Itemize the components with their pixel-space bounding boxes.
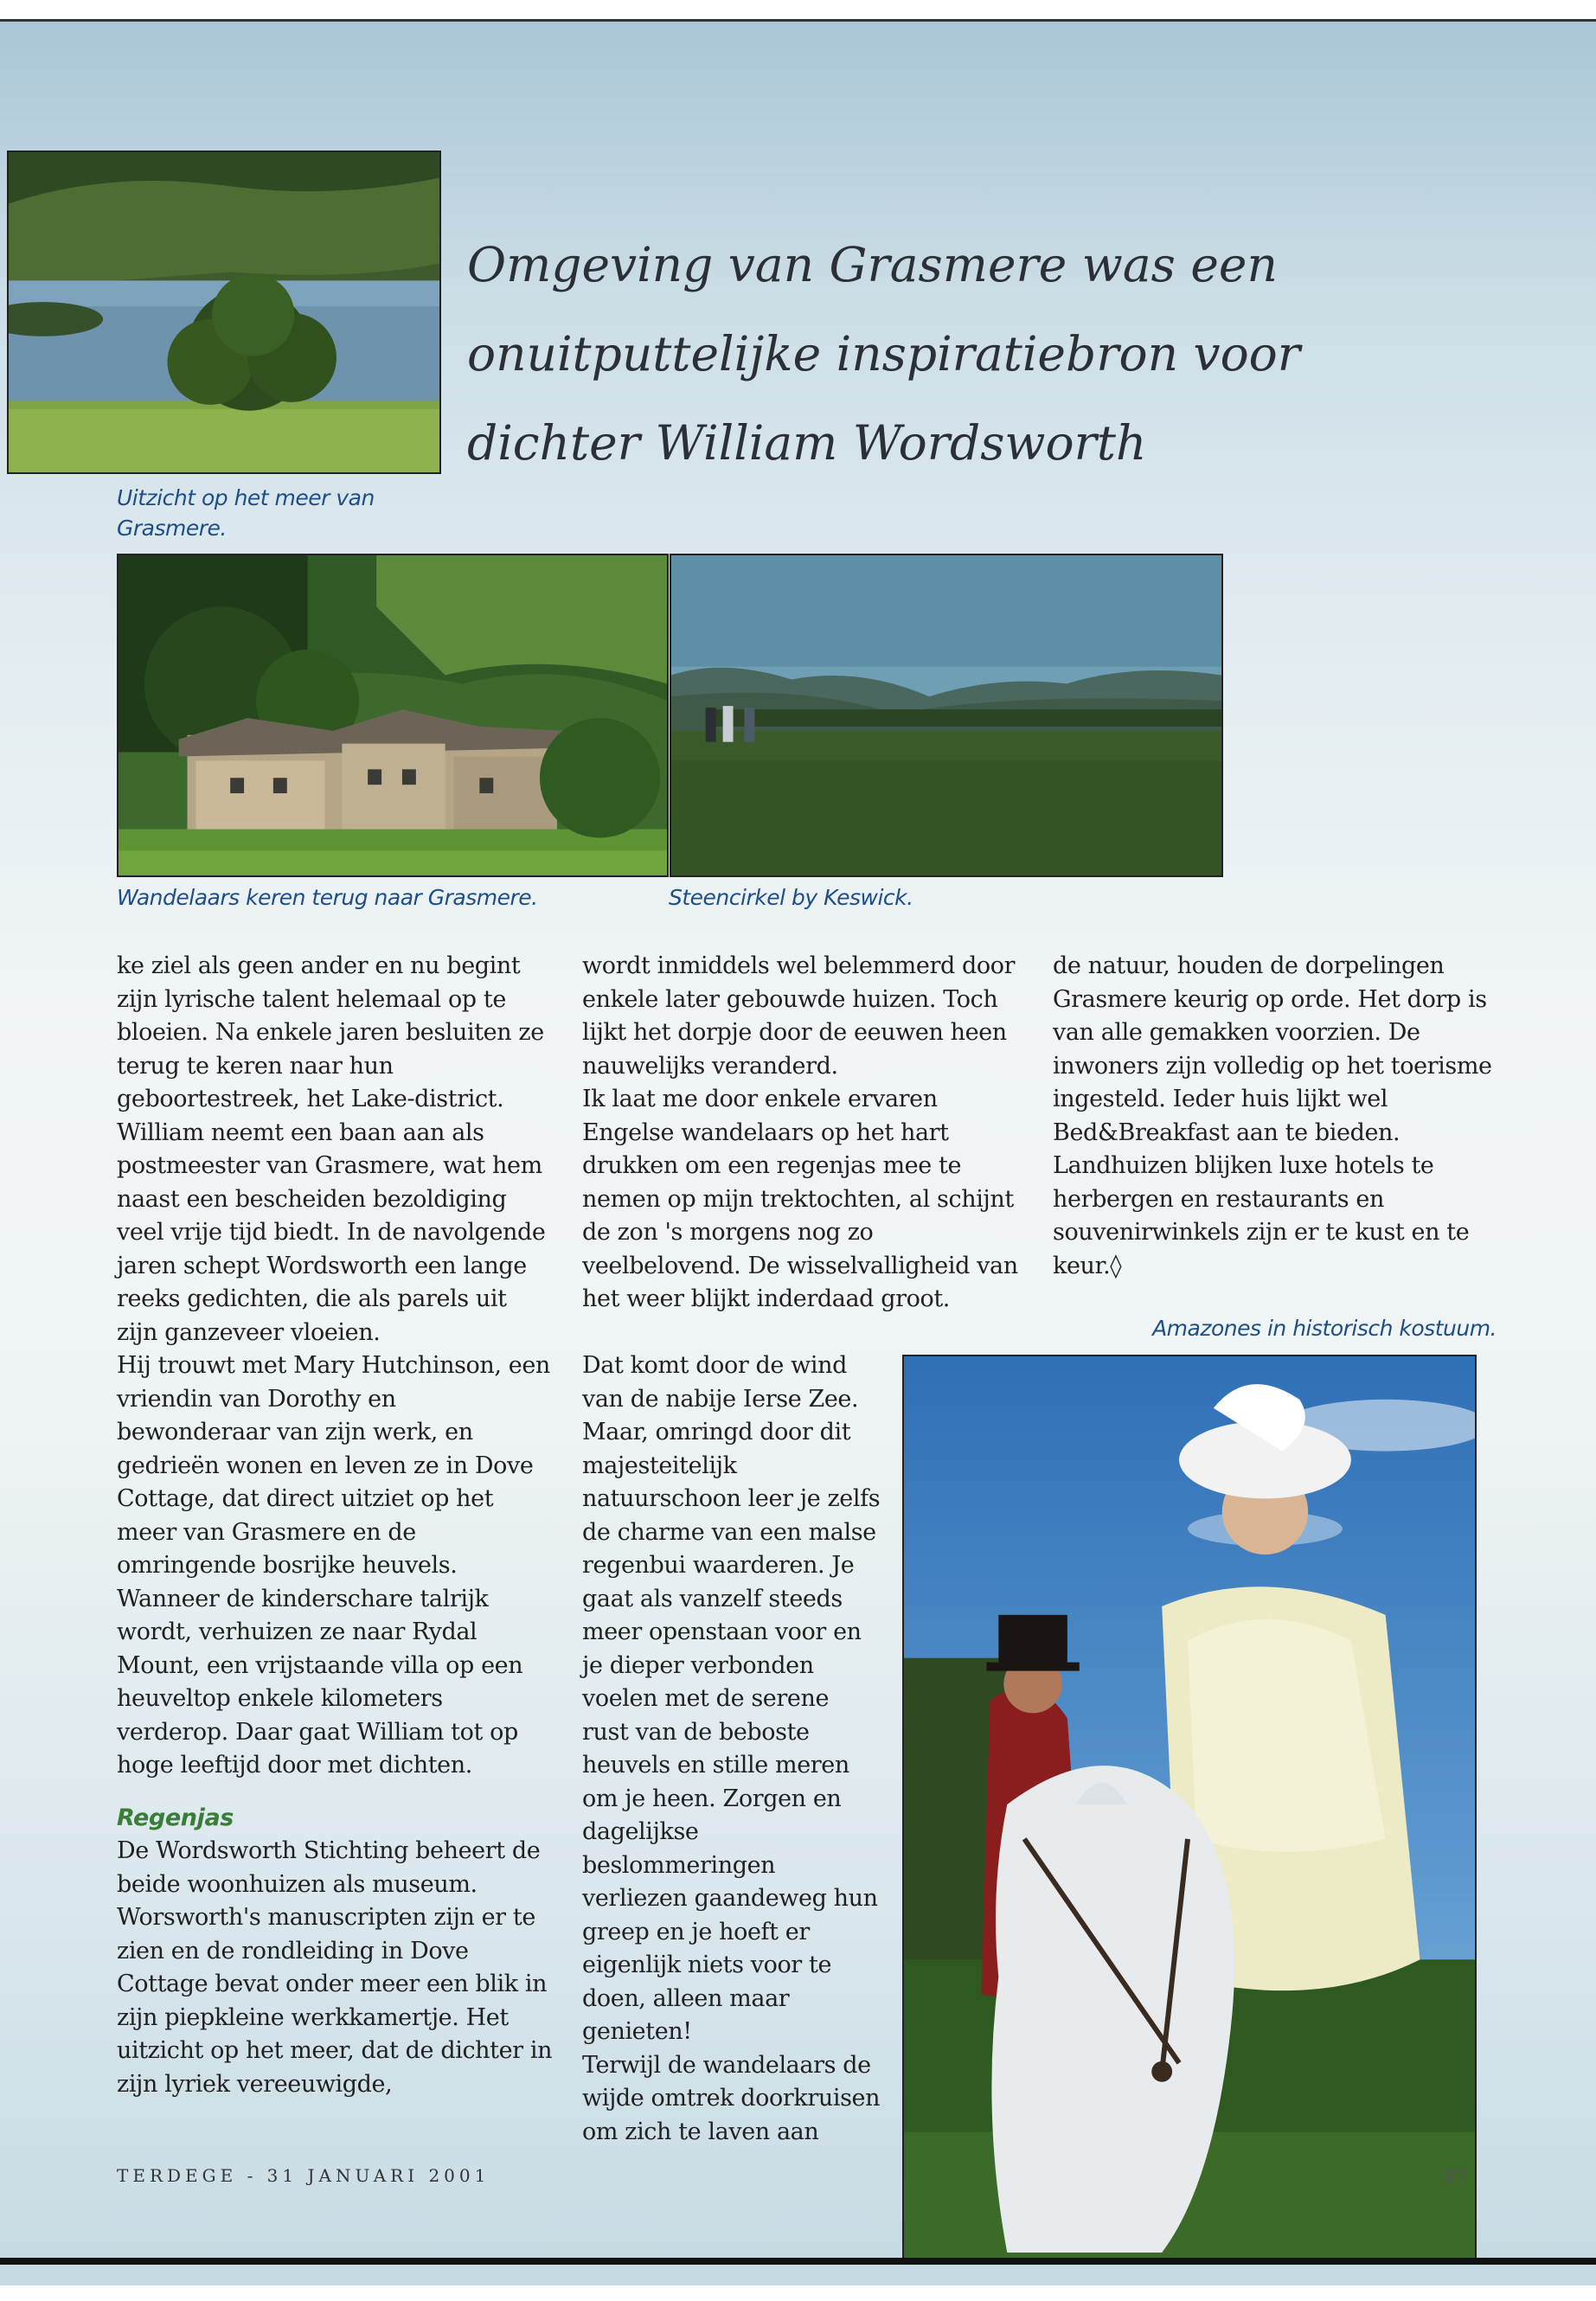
bottom-rule	[0, 2258, 1596, 2265]
paragraph: Dat komt door de wind van de nabije Ierse Zee. Maar, omringd door dit majesteitelijk natuurschoon leer je zelfs de charme van een malse regenbui waarderen. Je gaat als vanzelf steeds meer openstaan voor en je dieper verbonden voelen met de serene rust van de beboste heuvels en stille meren om je heen. Zorgen en dagelijkse beslommeringen verliezen gaandeweg hun greep en je hoeft er eigenlijk niets voor te doen, alleen maar genieten!	[582, 1352, 881, 2045]
page-number: 97	[1443, 2167, 1467, 2189]
text-column-2-top	[582, 950, 1023, 1317]
top-rule	[0, 19, 1596, 22]
photo-stone-circle	[670, 554, 1223, 877]
photo-houses	[117, 554, 669, 877]
caption-riders: Amazones in historisch kostuum.	[1152, 1316, 1497, 1341]
caption-lake: Uitzicht op het meer van Grasmere.	[117, 485, 375, 541]
paragraph: Hij trouwt met Mary Hutchinson, een vriendin van Dorothy en bewonderaar van zijn werk, en gedrieën wonen en leven ze in Dove Cottage, dat direct uitziet op het meer van Grasmere en de omringende bosrijke heuvels. Wanneer de kinderschare talrijk wordt, verhuizen ze naar Rydal Mount, een vrijstaande villa op een heuveltop enkele kilometers verderop. Daar gaat William tot op hoge leeftijd door met dichten.	[117, 1352, 550, 1779]
text-column-3	[1053, 950, 1494, 1283]
caption-houses: Wandelaars keren terug naar Grasmere.	[117, 885, 538, 910]
subheading-regenjas: Regenjas	[117, 1804, 234, 1831]
footer-publication: TERDEGE - 31 JANUARI 2001	[117, 2165, 490, 2186]
paragraph: Terwijl de wandelaars de wijde omtrek doorkruisen om zich te laven aan	[582, 2051, 881, 2145]
caption-stone-circle: Steencirkel by Keswick.	[669, 885, 913, 910]
text-column-1	[117, 950, 554, 2101]
paragraph: ke ziel als geen ander en nu begint zijn lyrische talent helemaal op te bloeien. Na enkele jaren besluiten ze terug te keren naar hun geboortestreek, het Lake-district. William neemt een baan aan als postmeester van Grasmere, wat hem naast een bescheiden bezoldiging veel vrije tijd biedt. In de navolgende jaren schept Wordsworth een lange reeks gedichten, die als parels uit zijn ganzeveer vloeien.	[117, 952, 546, 1346]
photo-riders	[902, 1355, 1477, 2259]
paragraph: wordt inmiddels wel belemmerd door enkele later gebouwde huizen. Toch lijkt het dorpje door de eeuwen heen nauwelijks veranderd.	[582, 952, 1016, 1080]
paragraph: De Wordsworth Stichting beheert de beide woonhuizen als museum. Worsworth's manuscripten zijn er te zien en de rondleiding in Dove Cottage bevat onder meer een blik in zijn piepkleine werkkamertje. Het uitzicht op het meer, dat de dichter in zijn lyriek vereeuwigde,	[117, 1837, 553, 2098]
photo-lake	[7, 151, 441, 474]
text-column-2-bottom	[582, 1349, 881, 2149]
paragraph: de natuur, houden de dorpelingen Grasmere keurig op orde. Het dorp is van alle gemakken voorzien. De inwoners zijn volledig op het toerisme ingesteld. Ieder huis lijkt wel Bed&Breakfast aan te bieden. Landhuizen blijken luxe hotels te herbergen en restaurants en souvenirwinkels zijn er te kust en te keur.◊	[1053, 952, 1492, 1279]
article-headline: Omgeving van Grasmere was een onuitputtelijke inspiratiebron voor dichter William Wordsworth	[467, 237, 1301, 471]
paragraph: Ik laat me door enkele ervaren Engelse wandelaars op het hart drukken om een regenjas mee te nemen op mijn trektochten, al schijnt de zon 's morgens nog zo veelbelovend. De wisselvalligheid van het weer blijkt inderdaad groot.	[582, 1086, 1018, 1312]
